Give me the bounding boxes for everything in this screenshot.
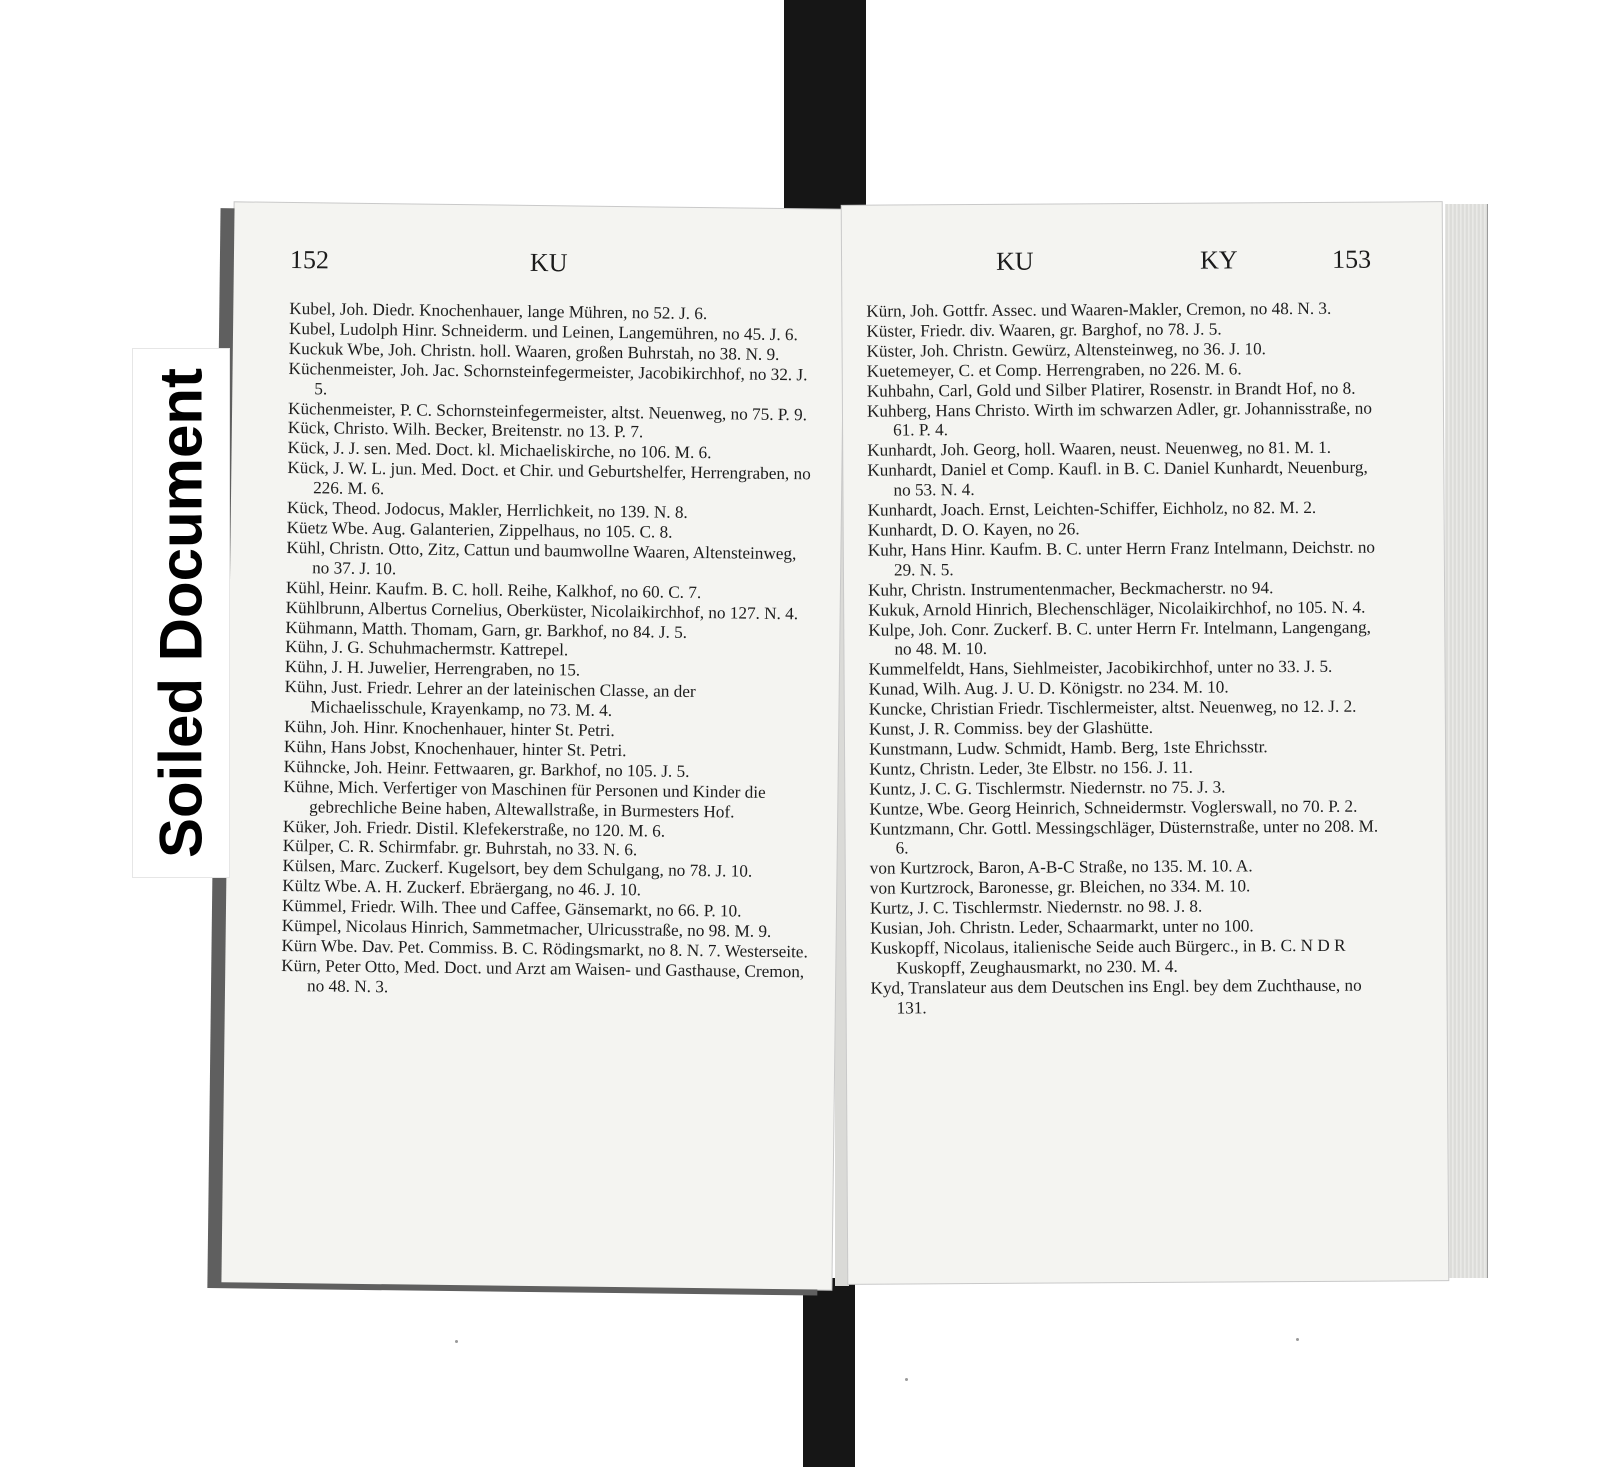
directory-entry-text: Kühn, Joh. Hinr. Knochenhauer, hinter St. Petri. [284, 716, 615, 741]
directory-entry [281, 956, 809, 1002]
directory-entry-text: Kürn, Joh. Gottfr. Assec. und Waaren-Makler, Cremon, no 48. N. 3. [866, 298, 1332, 321]
right-page-number: 153 [1331, 244, 1372, 274]
directory-entry-text: Kubel, Joh. Diedr. Knochenhauer, lange Mühren, no 52. J. 6. [289, 298, 708, 324]
directory-entry [870, 936, 1384, 979]
scan-speck [1296, 1338, 1299, 1341]
right-entry-list [866, 299, 1384, 1019]
directory-entry-text: Kunhardt, Daniel et Comp. Kaufl. in B. C. Daniel Kunhardt, Neuenburg, no 53. N. 4. [867, 457, 1368, 500]
directory-entry-text: Külper, C. R. Schirmfabr. gr. Buhrstah, no 33. N. 6. [282, 836, 638, 860]
directory-entry-text: Kuckuk Wbe, Joh. Christn. holl. Waaren, großen Buhrstah, no 38. N. 9. [288, 338, 780, 364]
directory-entry-text: Kültz Wbe. A. H. Zuckerf. Ebräergang, no 46. J. 10. [282, 876, 642, 900]
directory-entry-text: Kühn, J. G. Schuhmachermstr. Kattrepel. [285, 637, 569, 660]
directory-entry-text: Kuskopff, Nicolaus, italienische Seide auch Bürgerc., in B. C. N D R Kuskopff, Zeughausmarkt, no 230. M. 4. [870, 935, 1346, 978]
left-page-number: 152 [289, 244, 330, 275]
binding-strap-top [784, 0, 866, 212]
directory-entry [284, 677, 812, 723]
directory-entry [287, 458, 815, 504]
scan-speck [905, 1378, 908, 1381]
directory-entry-text: Kümpel, Nicolaus Hinrich, Sammetmacher, Ulricusstraße, no 98. M. 9. [281, 916, 772, 942]
right-page [842, 202, 1449, 1284]
directory-entry [288, 359, 816, 405]
directory-entry-text: Kuhr, Hans Hinr. Kaufm. B. C. unter Herrn Franz Intelmann, Deichstr. no 29. N. 5. [867, 537, 1376, 580]
left-running-head: KU [529, 247, 568, 278]
directory-entry-text: Küchenmeister, Joh. Jac. Schornsteinfegermeister, Jacobikirchhof, no 32. J. 5. [288, 358, 808, 399]
right-running-head-right: KY [1199, 245, 1238, 275]
directory-entry-text: Kühne, Mich. Verfertiger von Maschinen für Personen und Kinder die gebrechliche Beine haben, Altewallstraße, in Burmesters Hof. [283, 776, 766, 822]
left-page [221, 202, 844, 1289]
directory-entry-text: Kunhardt, D. O. Kayen, no 26. [867, 519, 1080, 540]
directory-entry-text: Kummelfeldt, Hans, Siehlmeister, Jacobikirchhof, unter no 33. J. 5. [868, 657, 1333, 679]
directory-entry-text: Kuntze, Wbe. Georg Heinrich, Schneidermstr. Voglerswall, no 70. P. 2. [869, 796, 1358, 819]
directory-entry-text: Kyd, Translateur aus dem Deutschen ins Engl. bey dem Zuchthause, no 131. [870, 975, 1362, 1018]
directory-entry-text: Kühn, Hans Jobst, Knochenhauer, hinter St. Petri. [283, 736, 627, 761]
directory-entry-text: Kunhardt, Joh. Georg, holl. Waaren, neust. Neuenweg, no 81. M. 1. [867, 438, 1332, 461]
directory-entry-text: Kühl, Heinr. Kaufm. B. C. holl. Reihe, Kalkhof, no 60. C. 7. [285, 577, 702, 602]
directory-entry-text: Kurtz, J. C. Tischlermstr. Niedernstr. no 98. J. 8. [869, 896, 1203, 918]
page-edges [1445, 204, 1488, 1278]
directory-entry-text: Külsen, Marc. Zuckerf. Kugelsort, bey dem Schulgang, no 78. J. 10. [282, 856, 753, 882]
directory-entry-text: Kück, J. J. sen. Med. Doct. kl. Michaeliskirche, no 106. M. 6. [287, 438, 712, 463]
directory-entry [867, 458, 1381, 501]
directory-entry-text: Kühn, Just. Friedr. Lehrer an der lateinischen Classe, an der Michaelisschule, Krayenkamp, no 73. M. 4. [284, 677, 696, 721]
directory-entry [870, 975, 1384, 1018]
directory-entry-text: Küchenmeister, P. C. Schornsteinfegermeister, altst. Neuenweg, no 75. P. 9. [287, 398, 808, 424]
directory-entry [868, 498, 1382, 521]
directory-entry [868, 617, 1382, 660]
directory-entry-text: Kuhberg, Hans Christo. Wirth im schwarzen Adler, gr. Johannisstraße, no 61. P. 4. [866, 398, 1372, 440]
left-page-header [289, 237, 818, 305]
directory-entry-text: Kunst, J. R. Commiss. bey der Glashütte. [868, 717, 1154, 739]
directory-entry-text: Kück, Theod. Jodocus, Makler, Herrlichkeit, no 139. N. 8. [286, 498, 688, 522]
directory-entry-text: Kuntzmann, Chr. Gottl. Messingschläger, Düsternstraße, unter no 208. M. 6. [869, 816, 1379, 858]
directory-entry-text: Kürn Wbe. Dav. Pet. Commiss. B. C. Rödingsmarkt, no 8. N. 7. Westerseite. [281, 935, 808, 962]
directory-entry-text: von Kurtzrock, Baronesse, gr. Bleichen, no 334. M. 10. [869, 876, 1251, 898]
directory-entry [283, 777, 811, 823]
directory-entry [869, 697, 1383, 720]
directory-entry [867, 398, 1381, 441]
directory-entry-text: Kuncke, Christian Friedr. Tischlermeister, altst. Neuenweg, no 12. J. 2. [868, 696, 1357, 719]
directory-entry-text: Kuetemeyer, C. et Comp. Herrengraben, no 226. M. 6. [866, 359, 1242, 381]
directory-entry [868, 657, 1382, 680]
directory-entry-text: Kühl, Christn. Otto, Zitz, Cattun und baumwollne Waaren, Altensteinweg, no 37. J. 10. [286, 537, 797, 579]
directory-entry-text: Kunad, Wilh. Aug. J. U. D. Königstr. no 234. M. 10. [868, 677, 1229, 699]
directory-entry [866, 299, 1380, 322]
directory-entry-text: Kuhr, Christn. Instrumentenmacher, Beckmacherstr. no 94. [868, 577, 1274, 600]
directory-entry-text: Küster, Joh. Christn. Gewürz, Altensteinweg, no 36. J. 10. [866, 339, 1267, 361]
directory-entry-text: Küker, Joh. Friedr. Distil. Klefekerstraße, no 120. M. 6. [282, 816, 666, 841]
directory-entry-text: Kusian, Joh. Christn. Leder, Schaarmarkt, unter no 100. [870, 916, 1254, 938]
directory-entry-text: Kück, J. W. L. jun. Med. Doct. et Chir. und Geburtshelfer, Herrengraben, no 226. M. 6. [287, 458, 811, 499]
directory-entry-text: Kuhbahn, Carl, Gold und Silber Platirer, Rosenstr. in Brandt Hof, no 8. [866, 378, 1356, 401]
soiled-document-text: Soiled Document [147, 367, 215, 859]
binding-strap-bottom [803, 1278, 855, 1467]
scan-speck [455, 1340, 458, 1343]
directory-entry-text: Kubel, Ludolph Hinr. Schneiderm. und Leinen, Langemühren, no 45. J. 6. [288, 318, 799, 345]
directory-entry-text: Kunhardt, Joach. Ernst, Leichten-Schiffer, Eichholz, no 82. M. 2. [867, 498, 1317, 520]
directory-entry-text: Kuntz, Christn. Leder, 3te Elbstr. no 156. J. 11. [869, 757, 1193, 779]
directory-entry-text: Kunstmann, Ludw. Schmidt, Hamb. Berg, 1ste Ehrichsstr. [868, 737, 1268, 759]
directory-entry-text: Kürn, Peter Otto, Med. Doct. und Arzt am Waisen- und Gasthause, Cremon, no 48. N. 3. [281, 955, 805, 997]
directory-entry [286, 538, 814, 584]
directory-entry-text: Kühmann, Matth. Thomam, Garn, gr. Barkhof, no 84. J. 5. [285, 617, 688, 642]
directory-entry [868, 537, 1382, 580]
directory-entry-text: Kühn, J. H. Juwelier, Herrengraben, no 15. [284, 657, 581, 680]
directory-entry-text: Kulpe, Joh. Conr. Zuckerf. B. C. unter Herrn Fr. Intelmann, Langengang, no 48. M. 10. [868, 617, 1371, 659]
directory-entry-text: Kühlbrunn, Albertus Cornelius, Oberküster, Nicolaikirchhof, no 127. N. 4. [285, 597, 799, 623]
left-entry-list [281, 299, 817, 1002]
directory-entry-text: Kuntz, J. C. G. Tischlermstr. Niedernstr. no 75. J. 3. [869, 777, 1226, 799]
soiled-document-label [132, 348, 230, 878]
directory-entry-text: von Kurtzrock, Baron, A-B-C Straße, no 135. M. 10. A. [869, 856, 1253, 879]
directory-entry-text: Kukuk, Arnold Hinrich, Blechenschläger, Nicolaikirchhof, no 105. N. 4. [868, 597, 1366, 620]
directory-entry-text: Kühncke, Joh. Heinr. Fettwaaren, gr. Barkhof, no 105. J. 5. [283, 756, 690, 781]
right-page-header [866, 237, 1380, 302]
right-running-head-left: KU [995, 246, 1034, 276]
directory-entry-text: Kück, Christo. Wilh. Becker, Breitenstr. no 13. P. 7. [287, 418, 644, 442]
directory-entry-text: Küster, Friedr. div. Waaren, gr. Barghof, no 78. J. 5. [866, 319, 1222, 341]
directory-entry-text: Kümmel, Friedr. Wilh. Thee und Caffee, Gänsemarkt, no 66. P. 10. [281, 896, 742, 921]
directory-entry [869, 816, 1383, 859]
directory-entry-text: Küetz Wbe. Aug. Galanterien, Zippelhaus, no 105. C. 8. [286, 517, 673, 542]
